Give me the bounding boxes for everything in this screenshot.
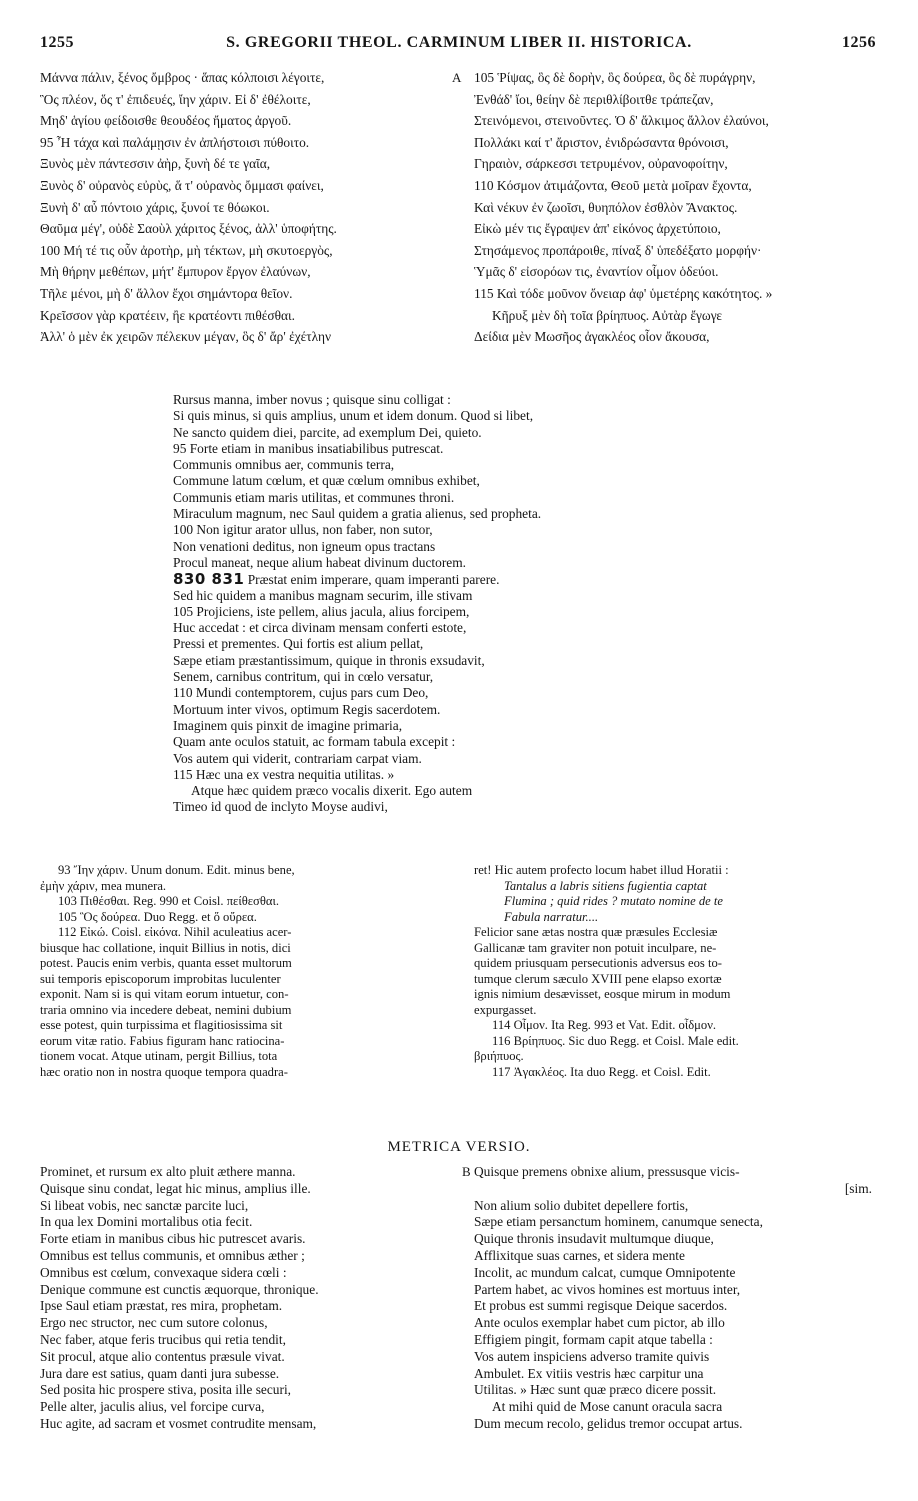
footnote-line: 116 Βρίηπυος. Sic duo Regg. et Coisl. Male edit. [492,1033,739,1048]
footnote-line: Felicior sane ætas nostra quæ præsules Ecclesiæ [474,925,718,939]
quotation-line: Flumina ; quid rides ? mutato nomine de te [504,894,723,908]
latin-line: Non venationi deditus, non igneum opus tractans [173,538,436,554]
verse-line: Pelle alter, jaculis alius, vel forcipe curva, [40,1399,265,1415]
verse-line: Nec faber, atque feris trucibus qui retia tendit, [40,1331,286,1347]
footnote-line: quidem priusquam persecutionis adversus eos to- [474,956,722,970]
section-mark-b: B [462,1164,471,1179]
greek-text-left-column [40,67,470,348]
verse-line: Omnibus est tellus communis, et omnibus æther ; [40,1247,305,1263]
footnote-line: tumque clerum sæculo XVIII pene elapso exortæ [474,971,722,986]
footnote-line: biusque hac collatione, inquit Billius in notis, dici [40,940,291,955]
footnote-line: 103 Πιθέσθαι. Reg. 990 et Coisl. πείθεσθαι. [58,894,280,908]
greek-line: Γηραιὸν, σάρκεσσι τετρυμένον, οὐρανοφοίτην, [474,156,728,172]
verse-line: Ipse Saul etiam præstat, res mira, prophetam. [40,1298,283,1314]
latin-line: Commune latum cœlum, et quæ cœlum omnibus exhibet, [173,473,480,489]
greek-line: Κρεῖσσον γὰρ κρατέειν, ἢε κρατέοντι πιθέσθαι. [40,307,296,323]
greek-line: 100 Μή τέ τις οὖν ἀροτὴρ, μὴ τέκτων, μὴ σκυτοεργὸς, [40,242,333,258]
latin-line: Atque hæc quidem præco vocalis dixerit. Ego autem [191,783,473,799]
page-number-right: 1256 [842,34,876,51]
verse-line: Omnibus est cœlum, convexaque sidera cœli : [40,1264,287,1280]
verse-line: Non alium solio dubitet depellere fortis, [474,1197,689,1213]
latin-line: 95 Forte etiam in manibus insatiabilibus putrescat. [173,440,444,456]
verse-line: Ante oculos exemplar habet cum pictor, ab illo [474,1315,725,1331]
latin-line: 110 Mundi contemptorem, cujus pars cum Deo, [173,685,429,701]
footnote-line: eorum vitæ ratio. Fabius figuram hanc ratiocina- [40,1033,285,1048]
footnote-line: ret! Hic autem profecto locum habet illud Horatii : [474,863,729,877]
greek-line: Εἰκὼ μέν τις ἔγραψεν ἀπ' εἰκόνος ἀρχετύποιο, [474,221,721,237]
footnote-line: Gallicanæ tam graviter non potuit inculpare, ne- [474,940,717,955]
latin-line: Sæpe etiam præstantissimum, quique in thronis exsudavit, [173,652,485,668]
latin-line: Communis omnibus aer, communis terra, [173,457,395,473]
verse-line: Si libeat vobis, nec sanctæ parcite luci, [40,1197,249,1213]
latin-line: Communis etiam maris utilitas, et communes throni. [173,489,455,505]
verse-line: Et probus est summi regisque Deique sacerdos. [474,1298,728,1314]
greek-line: Καὶ νέκυν ἐν ζωοῖσι, θυηπόλον ἐσθλὸν Ἄνακτος. [474,199,738,215]
verse-line: Afflixitque suas carnes, et sidera mente [474,1247,685,1263]
footnote-line: 112 Εἰκώ. Coisl. εἰκόνα. Nihil aculeatius acer- [58,925,292,939]
greek-line: Στησάμενος προπάροιθε, πίναξ δ' ὑπεδέξατο μορφήν· [474,242,762,258]
verse-line: Quique thronis insudavit multumque diuque, [474,1231,714,1247]
latin-line: 115 Hæc una ex vestra nequitia utilitas. » [173,766,395,782]
latin-line: Pressi et prementes. Qui fortis est alium pellat, [173,636,424,652]
greek-line: Τῆλε μένοι, μὴ δ' ἄλλον ἔχοι σημάντορα θεῖον. [40,285,293,301]
verse-line: In qua lex Domini mortalibus otia fecit. [40,1214,253,1230]
running-title: S. GREGORII THEOL. CARMINUM LIBER II. HISTORICA. [226,34,692,51]
latin-line: Imaginem quis pinxit de imagine primaria, [173,717,403,733]
greek-line: 105 Ῥίψας, ὃς δὲ δορὴν, ὃς δούρεα, ὃς δὲ πυράγρην, [474,70,756,85]
greek-line: Στεινόμενοι, στεινοῦντες. Ὁ δ' ἄλκιμος ἄλλον ἐλαύνοι, [474,113,769,129]
latin-line: Sed hic quidem a manibus magnam securim, ille stivam [173,587,473,603]
footnote-line: sui temporis episcoporum improbitas luculenter [40,971,281,986]
verse-line: Dum mecum recolo, gelidus tremor occupat artus. [474,1415,743,1431]
verse-line: Utilitas. » Hæc sunt quæ præco dicere possit. [474,1382,717,1398]
quotation-line: Tantalus a labris sitiens fugientia captat [504,878,707,893]
page-number-left: 1255 [40,34,74,51]
greek-line: Ὑμᾶς δ' εἰσορόων τις, ἐναντίον οἶμον ὁδεύοι. [474,264,719,280]
verse-line: Quisque sinu condat, legat hic minus, amplius ille. [40,1180,311,1196]
footnotes-left-column [40,863,468,1080]
greek-line: Ὃς πλέον, ὅς τ' ἐπιδευές, ἴην χάριν. Εἰ δ' ἐθέλοιτε, [40,91,311,107]
latin-translation [173,392,793,816]
footnote-line: exponit. Nam si is qui vitam eorum intuetur, con- [40,987,289,1001]
verse-line: Partem habet, ac vivos homines est mortuus inter, [474,1281,741,1297]
verse-line: Ergo nec structor, nec cum sutore colonus, [40,1315,268,1331]
verse-line: Effigiem pingit, formam capit atque tabella : [474,1331,713,1347]
quotation-line: Fabula narratur.... [504,909,599,924]
greek-line: 115 Καὶ τόδε μοῦνον ὄνειαρ ἀφ' ὑμετέρης κακότητος. » [474,285,773,301]
footnotes-right-column [474,863,884,1080]
verse-line: Forte etiam in manibus cibus hic putrescet avaris. [40,1231,306,1247]
verse-line: Denique commune est cunctis æquorque, thronique. [40,1281,319,1297]
footnote-line: βριήπυος. [474,1049,524,1063]
verse-line: Ambulet. Ex vitiis vestris hæc carpitur una [474,1365,704,1381]
latin-line: 105 Projiciens, iste pellem, alius jacula, alius forcipem, [173,603,470,619]
greek-line: Μάννα πάλιν, ξένος ὄμβρος · ἅπας κόλποισι λέγοιτε, [40,70,325,85]
latin-line: Miraculum magnum, nec Saul quidem a gratia alienus, sed propheta. [173,506,542,522]
greek-line: Ξυνὸς δ' οὐρανὸς εὐρὺς, ἅ τ' οὐρανὸς ὄμμασι φαίνει, [40,177,324,193]
latin-line: Rursus manna, imber novus ; quisque sinu colligat : [173,392,451,407]
greek-line: Ξυνὴ δ' αὖ πόντοιο χάρις, ξυνοί τε θόωκοι. [40,199,270,215]
greek-line: 95 Ἦ τάχα καὶ παλάμῃσιν ἐν ἀπλήστοισι πύθοιτο. [40,134,310,150]
greek-line: Μηδ' ἁγίου φείδοισθε θεουδέος ἤματος ἀργοῦ. [40,113,292,129]
footnote-line: 117 Ἀγακλέος. Ita duo Regg. et Coisl. Edit. [492,1064,711,1079]
verse-line: Sed posita hic prospere stiva, posita ille securi, [40,1382,292,1398]
greek-line: Δείδια μὲν Μωσῆος ἀγακλέος οἷον ἄκουσα, [474,329,710,345]
latin-line: Procul maneat, neque alium habeat divinum ductorem. [173,554,467,570]
latin-line: 100 Non igitur arator ullus, non faber, non sutor, [173,522,433,538]
footnote-line: expurgasset. [474,1002,537,1017]
greek-line: Ξυνὸς μὲν πάντεσσιν ἀὴρ, ξυνὴ δέ τε γαῖα, [40,156,271,172]
latin-line: Mortuum inter vivos, optimum Regis sacerdotem. [173,701,441,717]
latin-line: Præstat enim imperare, quam imperanti parere. [247,572,500,588]
footnote-line: 105 Ὃς δούρεα. Duo Regg. et ὅ οὔρεα. [58,909,257,924]
verse-line: Quisque premens obnixe alium, pressusque vicis- [474,1164,740,1179]
greek-line: Θαῦμα μέγ', οὐδὲ Σαοὺλ χάριτος ξένος, ἀλλ' ὑποφήτης. [40,221,337,237]
column-numbers: 830 831 [173,570,245,589]
greek-line: Πολλάκι καί τ' ἄριστον, ἐνιδρώσαντα θρόνοισι, [474,134,729,150]
verse-line: Prominet, et rursum ex alto pluit æthere manna. [40,1164,296,1179]
footnote-line: esse potest, quin turpissima et flagitiosissima sit [40,1018,283,1032]
footnote-line: ignis nimium desævisset, eosque mirum in modum [474,987,731,1001]
latin-line-with-column-numbers [173,571,793,587]
greek-text-right-column [474,67,904,348]
verse-line: At mihi quid de Mose canunt oracula sacra [492,1399,723,1415]
latin-line: Quam ante oculos statuit, ac formam tabula excepit : [173,734,456,750]
page-header [36,34,882,56]
latin-line: Senem, carnibus contritum, qui in cœlo versatur, [173,669,434,685]
footnote-line: traria omnino via incedere debeat, nemini dubium [40,1002,292,1017]
greek-line: Κῆρυξ μὲν δὴ τοῖα βρίηπυος. Αὐτὰρ ἔγωγε [492,307,723,323]
section-title: METRICA VERSIO. [387,1139,531,1155]
footnote-line: ἐμὴν χάριν, mea munera. [40,878,167,893]
latin-line: Vos autem qui viderit, contrariam carpat viam. [173,750,422,766]
metrica-versio-right-column [474,1164,894,1433]
verse-line: Sit procul, atque alio contentus præsule vivat. [40,1348,285,1364]
latin-line: Si quis minus, si quis amplius, unum et idem donum. Quod si libet, [173,408,534,424]
verse-line: Vos autem inspiciens adverso tramite quivis [474,1348,710,1364]
verse-line: Huc agite, ad sacram et vosmet contrudite mensam, [40,1415,317,1431]
verse-line: Incolit, ac mundum calcat, cumque Omnipotente [474,1264,736,1280]
section-mark-a: A [452,70,462,85]
greek-line: Ἐνθάδ' ἴοι, θείην δὲ περιθλίβοιτθε τράπεζαν, [474,91,714,107]
footnote-line: 114 Οἶμον. Ita Reg. 993 et Vat. Edit. οἶδμον. [492,1018,717,1032]
verse-line: Jura dare est satius, quam danti jura subesse. [40,1365,280,1381]
greek-line: Μὴ θήρην μεθέπων, μήτ' ἔμπυρον ἔργον ἐλαύνων, [40,264,311,280]
greek-line: Ἀλλ' ὁ μὲν ἐκ χειρῶν πέλεκυν μέγαν, ὃς δ' ἄρ' ἐχέτλην [40,329,332,345]
footnote-line: potest. Paucis enim verbis, quanta esset multorum [40,956,292,970]
footnote-line: tionem vocat. Atque utinam, pergit Billius, tota [40,1049,278,1063]
verse-line: Sæpe etiam persanctum hominem, canumque senecta, [474,1214,763,1230]
verse-line-continuation: [sim. [844,1180,872,1196]
latin-line: Timeo id quod de inclyto Moyse audivi, [173,799,388,815]
greek-line: 110 Κόσμον ἀτιμάζοντα, Θεοῦ μετὰ μοῖραν ἔχοντα, [474,177,752,193]
footnote-line: hæc oratio non in nostra quoque tempora quadra- [40,1064,288,1079]
metrica-versio-left-column [40,1164,470,1433]
latin-line: Ne sancto quidem diei, parcite, ad exemplum Dei, quieto. [173,424,482,440]
latin-line: Huc accedat : et circa divinam mensam conferti estote, [173,620,467,636]
footnote-line: 93 Ἴην χάριν. Unum donum. Edit. minus bene, [58,863,295,877]
